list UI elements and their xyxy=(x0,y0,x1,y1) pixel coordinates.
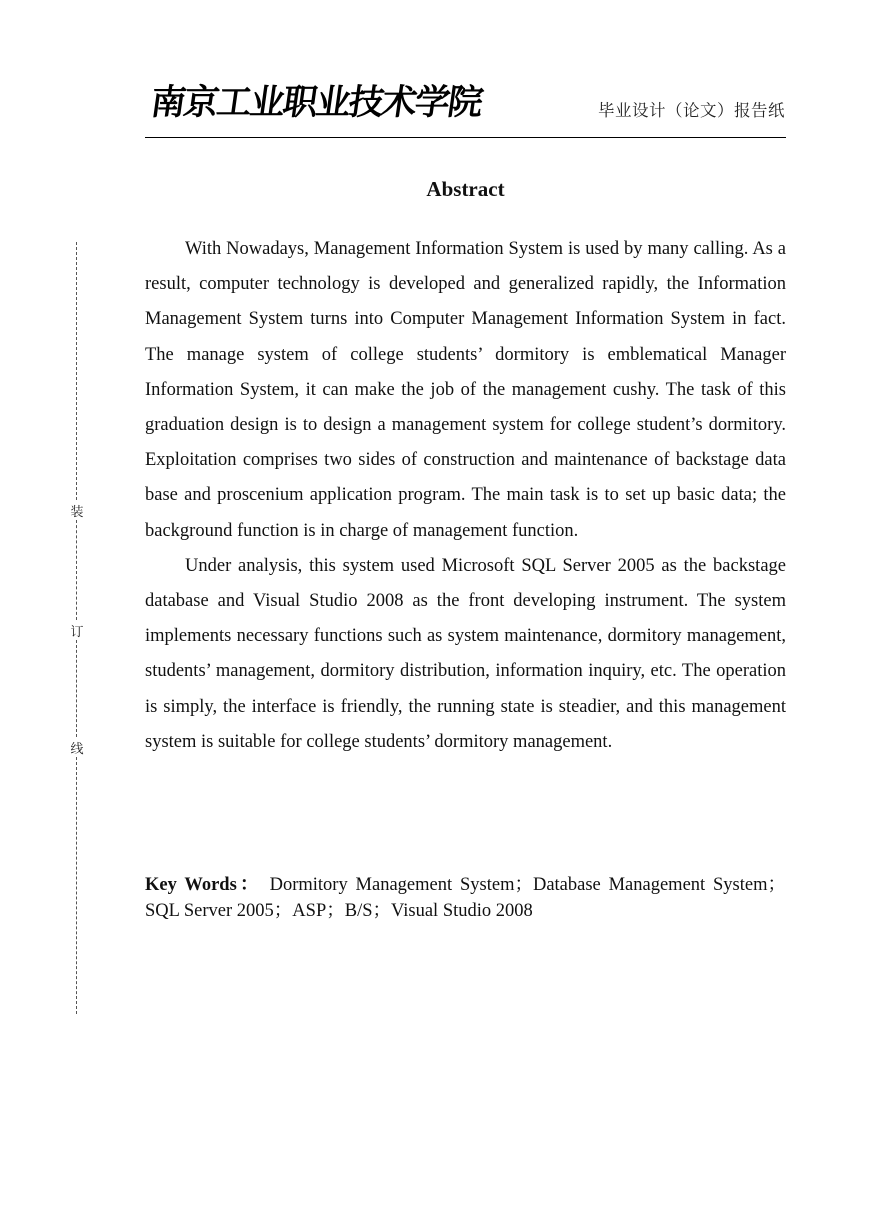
binding-char-zhuang: 装 xyxy=(70,505,84,520)
abstract-paragraph-2: Under analysis, this system used Microsoft SQL Server 2005 as the backstage database and Visual Studio 2008 as the front developing instrument. The system implements necessary functions such as system maintenance, dormitory management, students’ management, dormitory distribution, information inquiry, etc. The operation is simply, the interface is friendly, the running state is steadier, and this management system is suitable for college students’ dormitory management. xyxy=(145,555,786,752)
school-logo-text: 南京工业职业技术学院 xyxy=(148,82,484,123)
binding-dash-segment xyxy=(76,757,77,1014)
binding-dash-segment xyxy=(76,242,77,500)
binding-char-ding: 订 xyxy=(70,625,84,640)
abstract-paragraph-1: With Nowadays, Management Information System is used by many calling. As a result, computer technology is developed and generalized rapidly, the Information Management System turns into Computer Management Information System in fact. The manage system of college students’ dormitory is emblematical Manager Information System, it can make the job of the management cushy. The task of this graduation design is to design a management system for college student’s dormitory. Exploitation comprises two sides of construction and maintenance of backstage data base and proscenium application program. The main task is to set up basic data; the background function is in charge of management function. xyxy=(145,239,786,541)
page-title: Abstract xyxy=(426,177,505,201)
keywords-text: Dormitory Management System；Database Management System；SQL Server 2005；ASP；B/S；Visual Studio 2008 xyxy=(145,875,787,921)
keywords-label: Key Words： xyxy=(145,875,262,895)
header-divider xyxy=(145,137,786,138)
abstract-body xyxy=(145,232,786,760)
report-paper-label: 毕业设计（论文）报告纸 xyxy=(598,101,785,120)
binding-line xyxy=(68,242,86,1014)
binding-dash-segment xyxy=(76,640,77,737)
keywords-block xyxy=(145,872,786,924)
binding-char-xian: 线 xyxy=(70,742,84,757)
binding-dash-segment xyxy=(76,520,77,620)
